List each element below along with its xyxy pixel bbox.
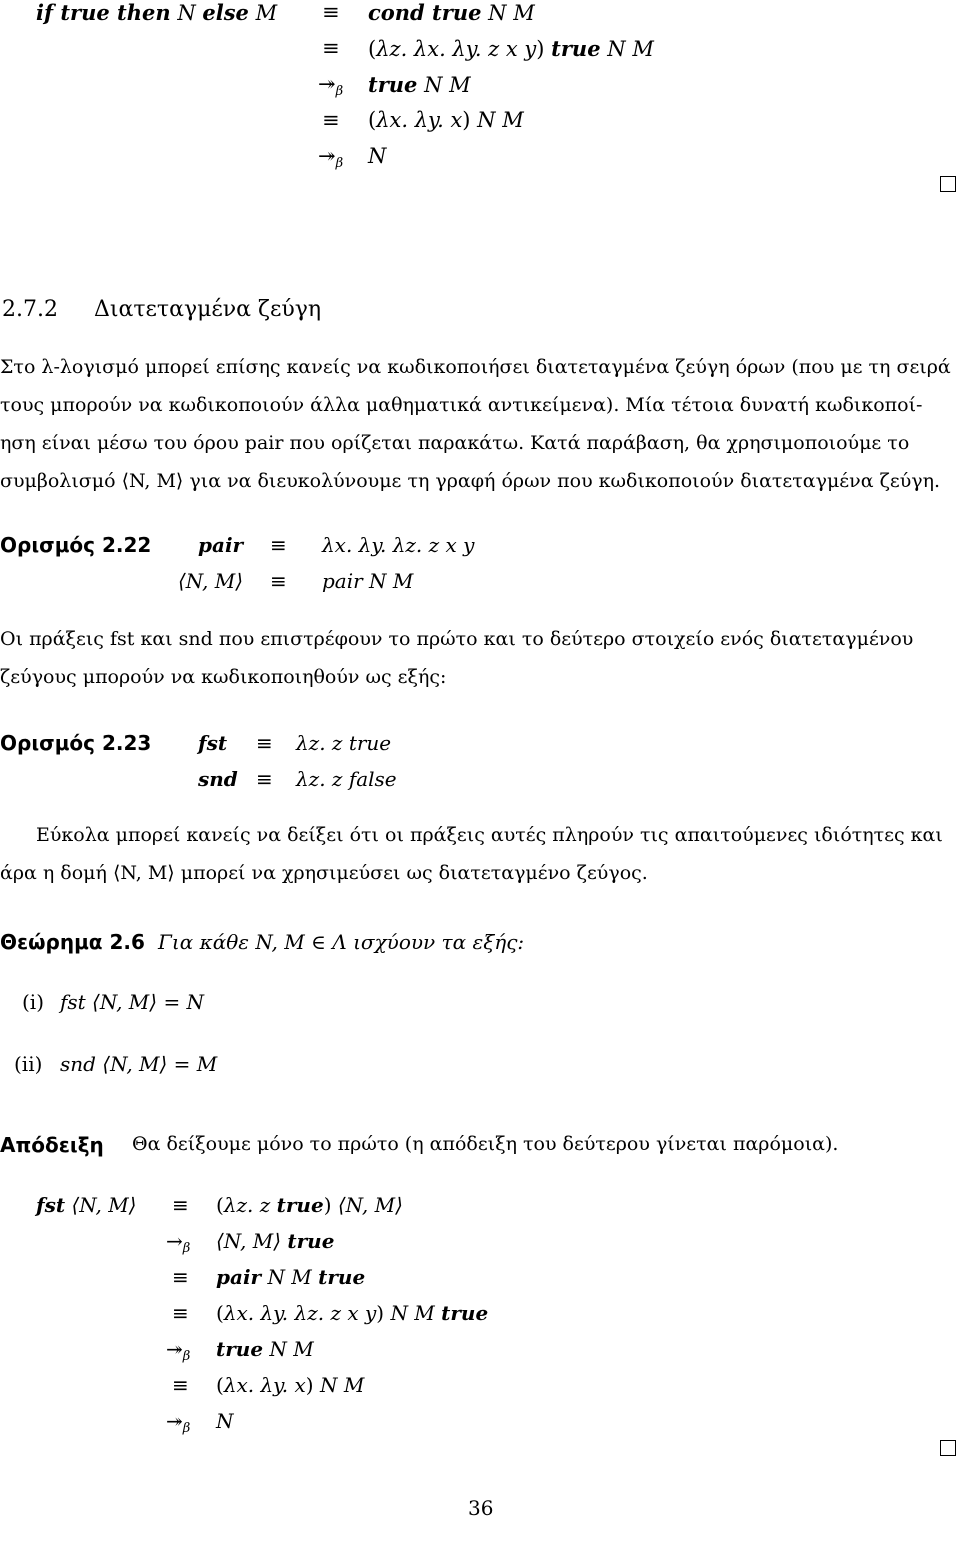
derivation-2-row: pair N M true (216, 1265, 366, 1289)
theorem-item-text: fst ⟨N, M⟩ = N (60, 990, 205, 1014)
derivation-2-row: (λz. z true) ⟨N, M⟩ (216, 1193, 403, 1217)
derivation-2-row: ⟨N, M⟩ true (216, 1229, 335, 1253)
operations-paragraph (0, 620, 913, 696)
relation-symbol: $↠_\beta$ (318, 72, 344, 99)
derivation-1-row: (λx. λy. x) N M (368, 108, 524, 132)
relation-symbol: ≡ (270, 569, 287, 593)
derivation-2-row: true N M (216, 1337, 314, 1361)
definition-rhs: λz. z true (296, 731, 392, 755)
relation-symbol: ≡ (172, 1193, 189, 1217)
definition-lhs: snd (198, 767, 238, 791)
paragraph-line: τους μπορούν να κωδικοποιούν άλλα μαθηματικά αντικείμενα). Μία τέτοια δυνατή κωδικοποί- (0, 394, 923, 416)
theorem-item-number: (i) (22, 990, 45, 1014)
page-number: 36 (468, 1496, 494, 1520)
relation-symbol: ≡ (322, 36, 340, 60)
theorem-label: Θεώρημα 2.6 (0, 930, 145, 954)
derivation-2-lhs: fst ⟨N, M⟩ (36, 1193, 137, 1217)
derivation-1-row: (λz. λx. λy. z x y) true N M (368, 36, 654, 61)
section-title: Διατεταγμένα ζεύγη (93, 297, 322, 322)
relation-symbol: $↠_\beta$ (166, 1409, 191, 1436)
derivation-1-row: N (368, 144, 387, 168)
qed-square-icon (940, 176, 956, 192)
definition-rhs: λx. λy. λz. z x y (322, 533, 475, 557)
theorem-statement: Για κάθε N, M ∈ Λ ισχύουν τα εξής: (158, 930, 525, 954)
paragraph-line: συμβολισμό ⟨N, M⟩ για να διευκολύνουμε τη γραφή όρων που κωδικοποιούν διατεταγμένα ζεύγη. (0, 470, 941, 492)
paragraph-line: ηση είναι μέσω του όρου pair που ορίζεται παρακάτω. Κατά παράβαση, θα χρησιμοποιούμε το (0, 432, 910, 454)
easy-paragraph (0, 816, 943, 892)
theorem-item-text: snd ⟨N, M⟩ = M (60, 1052, 218, 1076)
relation-symbol: $↠_\beta$ (166, 1337, 191, 1364)
relation-symbol: ≡ (270, 533, 287, 557)
derivation-1-row: cond true N M (368, 0, 535, 25)
section-heading (2, 297, 321, 322)
definition-lhs: pair (198, 533, 244, 557)
derivation-2-row: N (216, 1409, 234, 1433)
theorem-item-number: (ii) (14, 1052, 43, 1076)
relation-symbol: ≡ (256, 731, 273, 755)
relation-symbol: $\to_\beta$ (166, 1229, 191, 1256)
relation-symbol: ≡ (172, 1373, 189, 1397)
proof-label: Απόδειξη (0, 1133, 104, 1157)
intro-paragraph (0, 348, 951, 500)
paragraph-line: άρα η δομή ⟨N, M⟩ μπορεί να χρησιμεύσει ως διατεταγμένο ζεύγος. (0, 862, 648, 884)
definition-lhs: ⟨N, M⟩ (178, 569, 244, 593)
definition-rhs: λz. z false (296, 767, 397, 791)
relation-symbol: ≡ (172, 1301, 189, 1325)
derivation-2-row: (λx. λy. λz. z x y) N M true (216, 1301, 489, 1325)
relation-symbol: $↠_\beta$ (318, 144, 344, 171)
paragraph-line: ζεύγους μπορούν να κωδικοποιηθούν ως εξής: (0, 666, 447, 688)
paragraph-line: Εύκολα μπορεί κανείς να δείξει ότι οι πράξεις αυτές πληρούν τις απαιτούμενες ιδιότητες και (36, 824, 943, 846)
relation-symbol: ≡ (172, 1265, 189, 1289)
derivation-1-lhs: if true then N else M (36, 0, 278, 25)
derivation-1-row: true N M (368, 72, 471, 97)
definition-label: Ορισμός 2.23 (0, 731, 152, 755)
definition-rhs: pair N M (322, 569, 414, 593)
derivation-2-row: (λx. λy. x) N M (216, 1373, 365, 1397)
qed-square-icon (940, 1440, 956, 1456)
definition-lhs: fst (198, 731, 228, 755)
relation-symbol: ≡ (322, 108, 340, 132)
definition-label: Ορισμός 2.22 (0, 533, 152, 557)
relation-symbol: ≡ (322, 0, 340, 24)
relation-symbol: ≡ (256, 767, 273, 791)
section-number: 2.7.2 (2, 297, 58, 322)
paragraph-line: Οι πράξεις fst και snd που επιστρέφουν το πρώτο και το δεύτερο στοιχείο ενός διατεταγμένου (0, 628, 914, 650)
paragraph-line: Στο λ-λογισμό μπορεί επίσης κανείς να κωδικοποιήσει διατεταγμένα ζεύγη όρων (που με τη σειρά (0, 356, 951, 378)
proof-text: Θα δείξουμε μόνο το πρώτο (η απόδειξη του δεύτερου γίνεται παρόμοια). (132, 1133, 839, 1155)
